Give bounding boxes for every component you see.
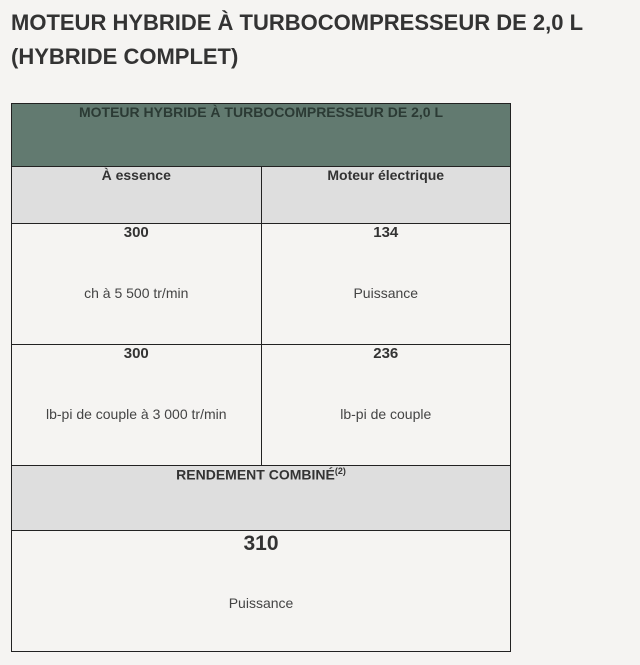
cell-label: Puissance [353,285,419,301]
table-cell [261,345,511,466]
page-title: MOTEUR HYBRIDE À TURBOCOMPRESSEUR DE 2,0 L (HYBRIDE COMPLET) [11,10,583,69]
cell-value: 300 [123,224,149,241]
table-row [12,531,511,652]
cell-value: 236 [373,345,399,362]
cell-label: lb-pi de couple à 3 000 tr/min [45,406,227,422]
cell-label: lb-pi de couple [340,406,432,422]
combined-output-value: 310 [243,532,279,555]
combined-output-label: Puissance [228,595,294,611]
footnote-marker: (2) [334,466,346,476]
table-row [12,345,511,466]
engine-spec-table [11,103,511,652]
cell-label: ch à 5 500 tr/min [84,285,189,301]
combined-output-cell [12,531,511,652]
column-header-gasoline: À essence [12,167,262,224]
table-cell [12,224,262,345]
table-cell [261,224,511,345]
table-cell [12,345,262,466]
column-header-electric: Moteur électrique [261,167,511,224]
combined-output-header [12,466,511,531]
cell-value: 134 [373,224,399,241]
table-row [12,224,511,345]
table-header: MOTEUR HYBRIDE À TURBOCOMPRESSEUR DE 2,0 L [12,104,511,167]
cell-value: 300 [123,345,149,362]
combined-output-title: RENDEMENT COMBINÉ [176,466,335,483]
